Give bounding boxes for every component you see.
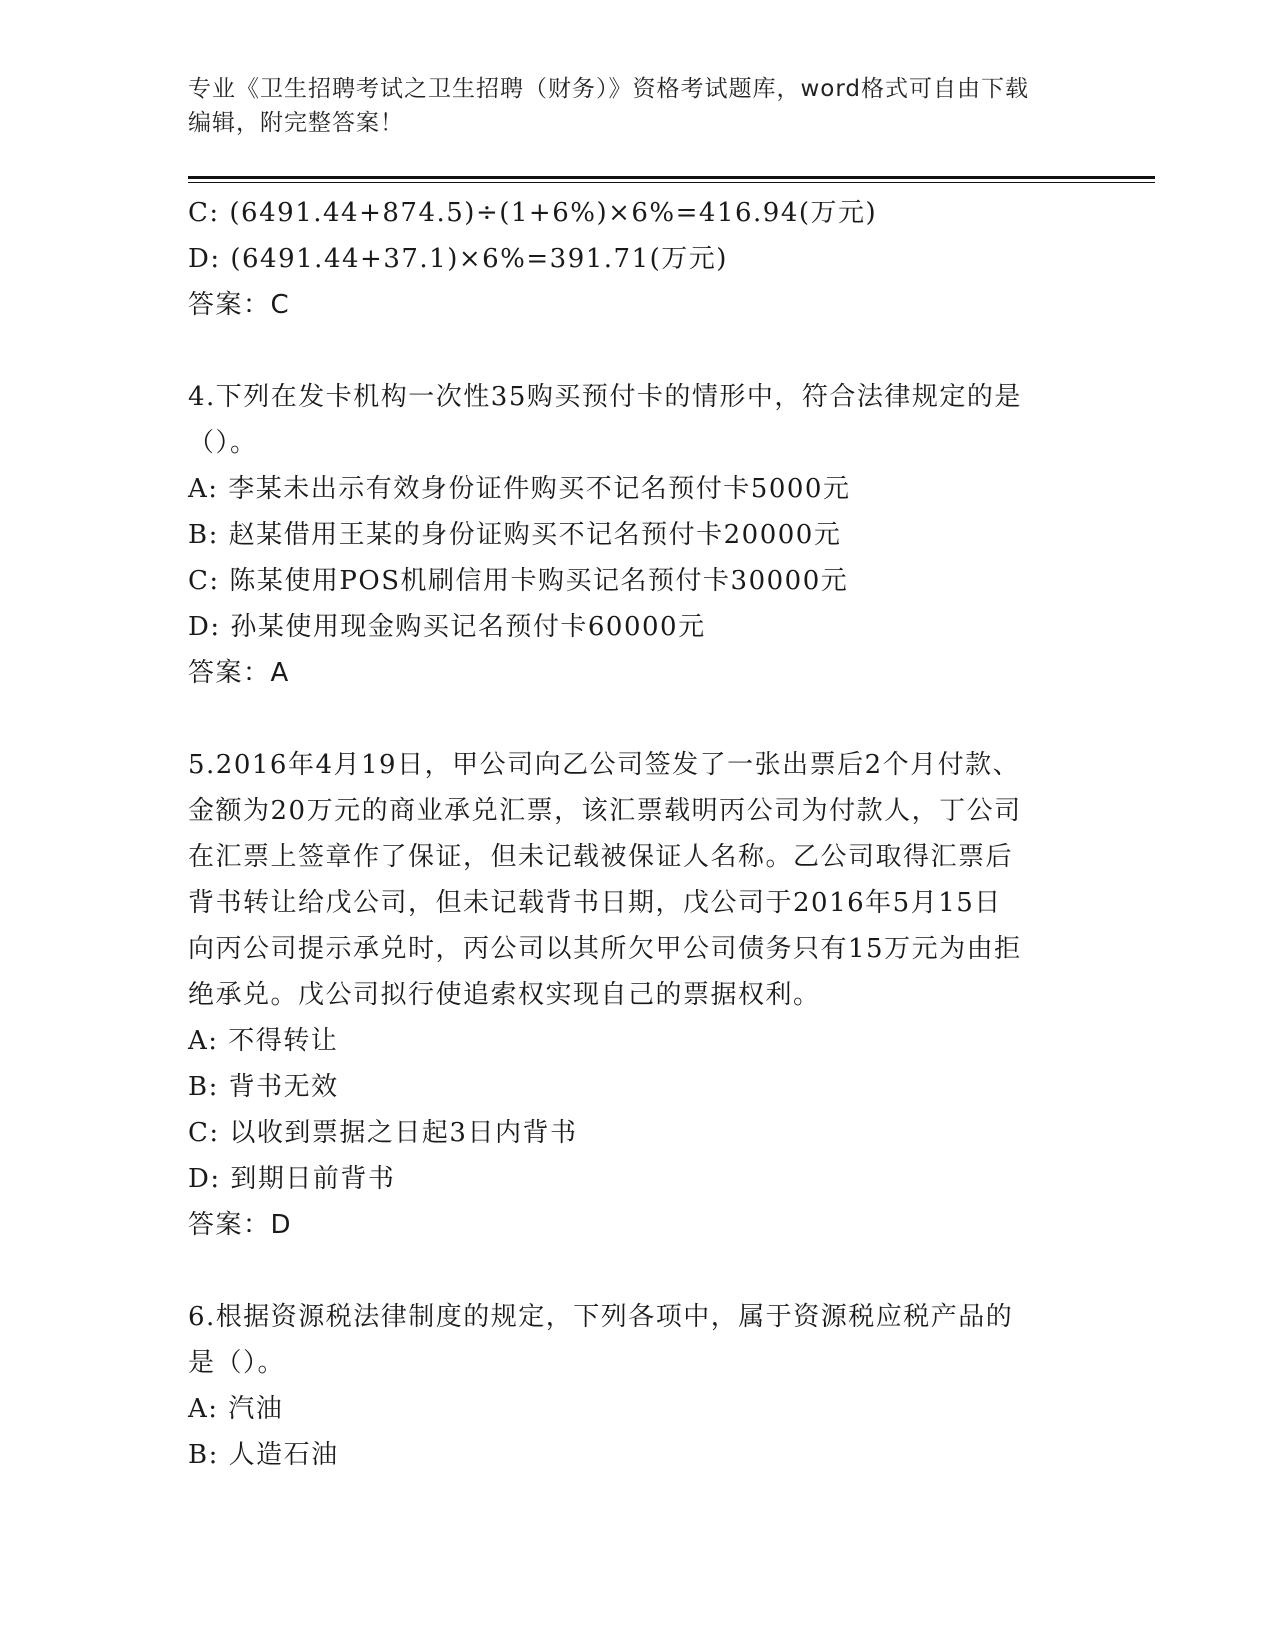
header-divider-thick [188,176,1155,179]
option-b: B: 赵某借用王某的身份证购买不记名预付卡20000元 [188,520,842,550]
question-stem: 向丙公司提示承兑时，丙公司以其所欠甲公司债务只有15万元为由拒 [188,934,1022,964]
question-stem: 背书转让给戊公司，但未记载背书日期，戊公司于2016年5月15日 [188,888,1002,918]
spacer [188,1248,1088,1294]
answer-line: 答案：D [188,1210,293,1240]
question-stem: 绝承兑。戊公司拟行使追索权实现自己的票据权利。 [188,980,821,1010]
header-line-2: 编辑，附完整答案！ [188,110,404,136]
option-a: A: 汽油 [188,1394,284,1424]
spacer [188,696,1088,742]
question-stem: 金额为20万元的商业承兑汇票，该汇票载明丙公司为付款人，丁公司 [188,796,1022,826]
question-stem: 在汇票上签章作了保证，但未记载被保证人名称。乙公司取得汇票后 [188,842,1014,872]
question-4 [188,374,1088,696]
question-stem: 5.2016年4月19日，甲公司向乙公司签发了一张出票后2个月付款、 [188,750,1021,780]
question-5 [188,742,1088,1248]
option-a: A: 李某未出示有效身份证件购买不记名预付卡5000元 [188,474,851,504]
document-header [188,72,1088,140]
answer-line: 答案：C [188,290,291,320]
option-c: C: 陈某使用POS机刷信用卡购买记名预付卡30000元 [188,566,849,596]
option-d: D: 到期日前背书 [188,1164,396,1194]
document-body [188,190,1088,1478]
question-stem: 6.根据资源税法律制度的规定，下列各项中，属于资源税应税产品的 [188,1302,1014,1332]
option-b: B: 人造石油 [188,1440,339,1470]
question-stem: 4.下列在发卡机构一次性35购买预付卡的情形中，符合法律规定的是 [188,382,1022,412]
header-divider-thin [188,182,1155,183]
question-stem: （）。 [188,428,258,458]
answer-line: 答案：A [188,658,290,688]
question-6 [188,1294,1088,1478]
option-c: C: 以收到票据之日起3日内背书 [188,1118,578,1148]
option-b: B: 背书无效 [188,1072,339,1102]
option-c: C: (6491.44+874.5)÷(1+6%)×6%=416.94(万元) [188,198,878,228]
option-d: D: 孙某使用现金购买记名预付卡60000元 [188,612,706,642]
question-stem: 是（）。 [188,1348,286,1378]
spacer [188,328,1088,374]
option-a: A: 不得转让 [188,1026,339,1056]
header-line-1: 专业《卫生招聘考试之卫生招聘（财务）》资格考试题库，word格式可自由下载 [188,76,1030,102]
question-3-tail [188,190,1088,328]
option-d: D: (6491.44+37.1)×6%=391.71(万元) [188,244,728,274]
